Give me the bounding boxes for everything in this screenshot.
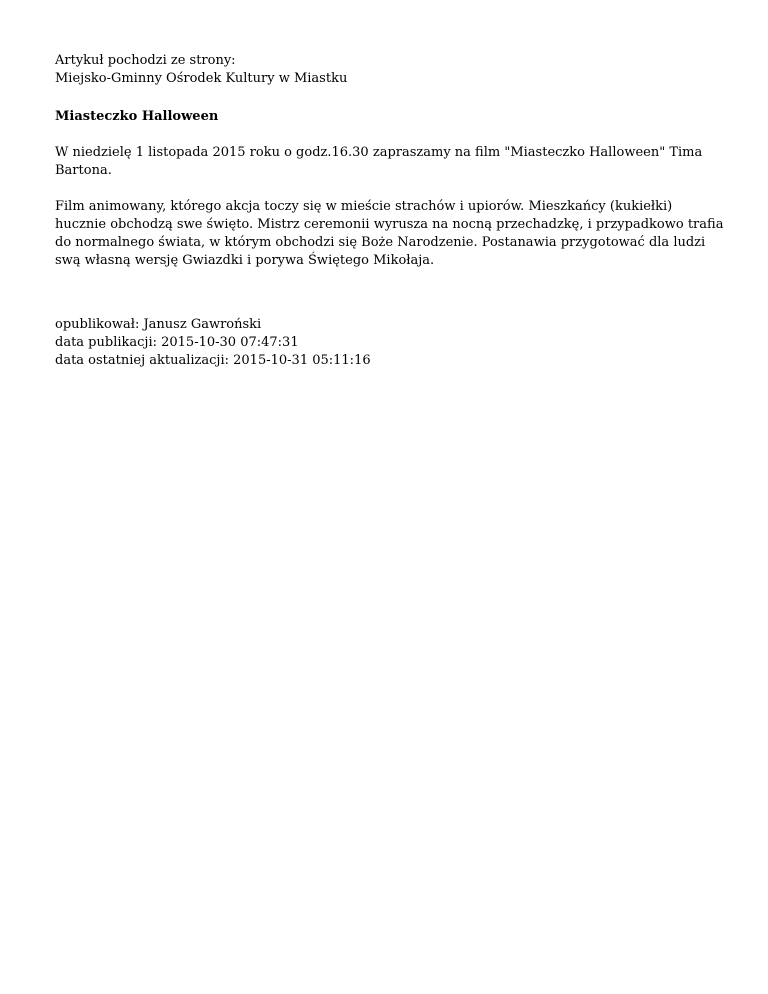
published-date-line: data publikacji: 2015-10-30 07:47:31 bbox=[55, 335, 299, 350]
updated-date-line: data ostatniej aktualizacji: 2015-10-31 05:11:16 bbox=[55, 353, 371, 368]
author-line: opublikował: Janusz Gawroński bbox=[55, 317, 262, 332]
article-intro-paragraph: W niedzielę 1 listopada 2015 roku o godz.16.30 zapraszamy na film "Miasteczko Halloween" Tima Bartona. bbox=[55, 145, 703, 178]
article-title: Miasteczko Halloween bbox=[55, 109, 219, 124]
article-description-paragraph: Film animowany, którego akcja toczy się w mieście strachów i upiorów. Mieszkańcy (kukiełki) hucznie obchodzą swe święto. Mistrz ceremonii wyrusza na nocną przechadzkę, i przypadkowo trafia do normalnego świata, w którym obchodzi się Boże Narodzenie. Postanawia przygotować dla ludzi swą własną wersję Gwiazdki i porywa Świętego Mikołaja. bbox=[55, 199, 724, 268]
source-block bbox=[55, 52, 725, 88]
publication-meta bbox=[55, 316, 725, 370]
source-label: Artykuł pochodzi ze strony: bbox=[55, 53, 236, 68]
source-site: Miejsko-Gminny Ośrodek Kultury w Miastku bbox=[55, 71, 348, 86]
article-page bbox=[55, 52, 725, 370]
